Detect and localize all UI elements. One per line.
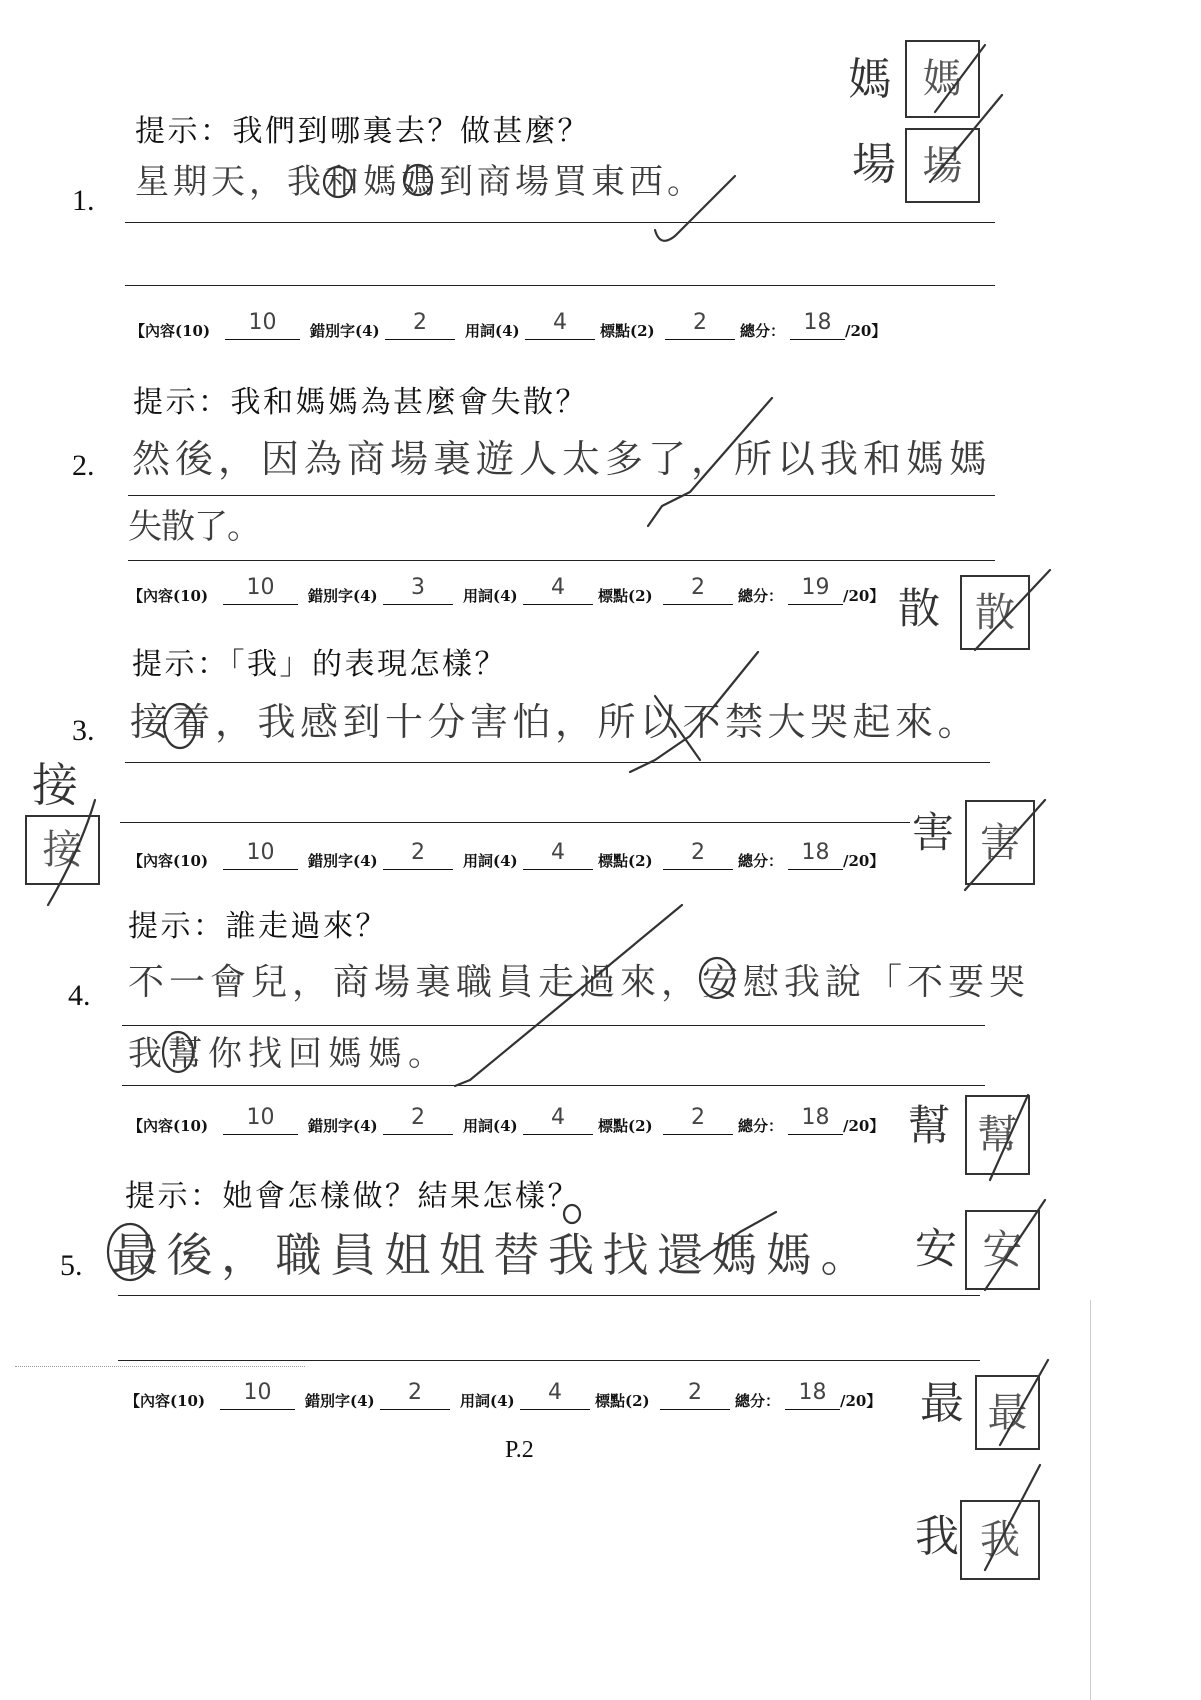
correction-char-jie: 接 (32, 758, 78, 812)
question-3-prompt: 提示：「我」的表現怎樣？ (132, 647, 507, 682)
answer-rule (118, 1295, 980, 1296)
score-label-content: 【內容(10) (128, 852, 209, 870)
correction-char-chang: 場 (852, 139, 896, 190)
score-value-total: 18 (798, 1380, 827, 1405)
score-label-typos: 錯別字(4) (305, 1392, 375, 1410)
score-label-total: 總分： (735, 1392, 781, 1410)
score-field-typos (383, 1104, 453, 1135)
score-field-punctuation (663, 1104, 733, 1135)
question-5-prompt: 提示：她會怎樣做？結果怎樣？ (125, 1179, 580, 1214)
score-value-typos: 2 (413, 310, 427, 335)
score-label-total: 總分： (738, 587, 784, 605)
score-value-punctuation: 2 (693, 310, 707, 335)
score-field-typos (383, 839, 453, 870)
score-value-total: 18 (803, 310, 832, 335)
score-label-total: 總分： (738, 852, 784, 870)
score-value-content: 10 (248, 310, 277, 335)
correction-char-ma: 媽 (848, 54, 892, 105)
score-value-punctuation: 2 (691, 840, 705, 865)
score-label-max: /20】 (840, 1392, 882, 1410)
score-label-max: /20】 (843, 587, 885, 605)
score-value-typos: 2 (411, 1105, 425, 1130)
answer-rule (120, 822, 910, 823)
score-value-content: 10 (243, 1380, 272, 1405)
score-label-punctuation: 標點(2) (600, 322, 655, 340)
score-field-total (788, 574, 843, 605)
correction-char-an: 安 (915, 1224, 958, 1273)
score-field-content (223, 1104, 298, 1135)
score-label-content: 【內容(10) (125, 1392, 206, 1410)
question-4-score-line (128, 1105, 888, 1135)
score-field-wording (523, 1104, 593, 1135)
score-value-typos: 3 (411, 575, 425, 600)
score-label-max: /20】 (845, 322, 887, 340)
score-field-wording (520, 1379, 590, 1410)
correction-char-wo: 我 (915, 1511, 959, 1562)
question-4-answer-line-2: 我幫你找回媽媽。 (128, 1034, 448, 1074)
score-field-total (788, 1104, 843, 1135)
page-number: P.2 (505, 1437, 534, 1463)
correction-box-chang: 場 (905, 128, 980, 203)
correction-box-zui: 最 (975, 1375, 1040, 1450)
score-label-punctuation: 標點(2) (598, 587, 653, 605)
score-label-wording: 用詞(4) (460, 1392, 515, 1410)
score-label-typos: 錯別字(4) (308, 852, 378, 870)
score-field-typos (380, 1379, 450, 1410)
score-field-wording (525, 309, 595, 340)
question-1-answer-line-1: 星期天，我和媽媽到商場買東西。 (135, 162, 705, 202)
question-3-answer-line-1: 接着，我感到十分害怕，所以不禁大哭起來。 (130, 700, 981, 744)
score-value-wording: 4 (551, 840, 565, 865)
correction-box-bang: 幫 (965, 1095, 1030, 1175)
question-4-answer-line-1: 不一會兒，商場裏職員走過來，安慰我說「不要哭 (128, 962, 1031, 1003)
score-label-content: 【內容(10) (128, 587, 209, 605)
score-label-content: 【內容(10) (128, 1117, 209, 1135)
answer-rule (128, 495, 995, 496)
score-field-punctuation (663, 574, 733, 605)
correction-box-hai: 害 (965, 800, 1035, 885)
score-field-content (223, 839, 298, 870)
score-value-wording: 4 (551, 575, 565, 600)
question-2-answer-line-1: 然後，因為商場裏遊人太多了，所以我和媽媽 (132, 437, 993, 481)
question-5-number: 5. (60, 1249, 83, 1282)
score-label-max: /20】 (843, 1117, 885, 1135)
score-value-punctuation: 2 (691, 575, 705, 600)
correction-box-ma: 媽 (905, 40, 980, 118)
score-label-wording: 用詞(4) (465, 322, 520, 340)
question-3-number: 3. (72, 714, 95, 747)
score-field-total (788, 839, 843, 870)
correction-char-san: 散 (898, 584, 941, 633)
score-field-wording (523, 839, 593, 870)
answer-rule (128, 560, 995, 561)
answer-rule (122, 1085, 985, 1086)
answer-rule (122, 1025, 985, 1026)
question-3-score-line (128, 840, 888, 870)
question-2-score-line (128, 575, 888, 605)
score-value-total: 19 (801, 575, 830, 600)
score-value-wording: 4 (553, 310, 567, 335)
score-field-typos (385, 309, 455, 340)
score-value-wording: 4 (548, 1380, 562, 1405)
score-value-typos: 2 (408, 1380, 422, 1405)
scan-edge-line (1090, 1300, 1091, 1700)
score-value-punctuation: 2 (688, 1380, 702, 1405)
score-label-wording: 用詞(4) (463, 1117, 518, 1135)
score-field-wording (523, 574, 593, 605)
correction-char-hai: 害 (912, 808, 955, 857)
score-label-wording: 用詞(4) (463, 852, 518, 870)
score-field-content (223, 574, 298, 605)
score-field-content (220, 1379, 295, 1410)
answer-rule (125, 285, 995, 286)
correction-box-san: 散 (960, 575, 1030, 650)
score-label-typos: 錯別字(4) (308, 1117, 378, 1135)
scan-dotted-artifact (15, 1366, 305, 1367)
question-1-score-line (130, 310, 890, 340)
score-field-punctuation (663, 839, 733, 870)
correction-box-wo: 我 (960, 1500, 1040, 1580)
score-value-content: 10 (246, 840, 275, 865)
score-label-punctuation: 標點(2) (598, 852, 653, 870)
score-label-typos: 錯別字(4) (310, 322, 380, 340)
score-value-content: 10 (246, 575, 275, 600)
score-value-total: 18 (801, 840, 830, 865)
score-field-punctuation (660, 1379, 730, 1410)
question-1-number: 1. (72, 184, 95, 217)
score-label-wording: 用詞(4) (463, 587, 518, 605)
correction-box-an: 安 (965, 1210, 1040, 1290)
correction-char-bang: 幫 (908, 1101, 951, 1150)
score-field-total (785, 1379, 840, 1410)
score-value-wording: 4 (551, 1105, 565, 1130)
question-1-prompt: 提示：我們到哪裏去？做甚麼？ (135, 114, 590, 149)
question-4-number: 4. (68, 979, 91, 1012)
score-value-punctuation: 2 (691, 1105, 705, 1130)
score-field-typos (383, 574, 453, 605)
score-field-total (790, 309, 845, 340)
score-label-total: 總分： (740, 322, 786, 340)
answer-rule (125, 762, 990, 763)
correction-box-jie: 接 (25, 815, 100, 885)
question-2-number: 2. (72, 449, 95, 482)
score-value-content: 10 (246, 1105, 275, 1130)
answer-rule (125, 222, 995, 223)
score-label-content: 【內容(10) (130, 322, 211, 340)
question-5-score-line (125, 1380, 885, 1410)
score-field-punctuation (665, 309, 735, 340)
answer-rule (118, 1360, 980, 1361)
question-2-answer-line-2: 失散了。 (128, 507, 260, 547)
correction-char-zui: 最 (920, 1378, 964, 1429)
question-4-prompt: 提示：誰走過來？ (128, 909, 388, 944)
score-label-punctuation: 標點(2) (595, 1392, 650, 1410)
score-label-punctuation: 標點(2) (598, 1117, 653, 1135)
score-label-typos: 錯別字(4) (308, 587, 378, 605)
score-value-total: 18 (801, 1105, 830, 1130)
score-value-typos: 2 (411, 840, 425, 865)
score-label-max: /20】 (843, 852, 885, 870)
question-5-answer-line-1: 最後，職員姐姐替我找還媽媽。 (112, 1228, 875, 1282)
score-label-total: 總分： (738, 1117, 784, 1135)
question-2-prompt: 提示：我和媽媽為甚麼會失散？ (133, 385, 588, 420)
score-field-content (225, 309, 300, 340)
